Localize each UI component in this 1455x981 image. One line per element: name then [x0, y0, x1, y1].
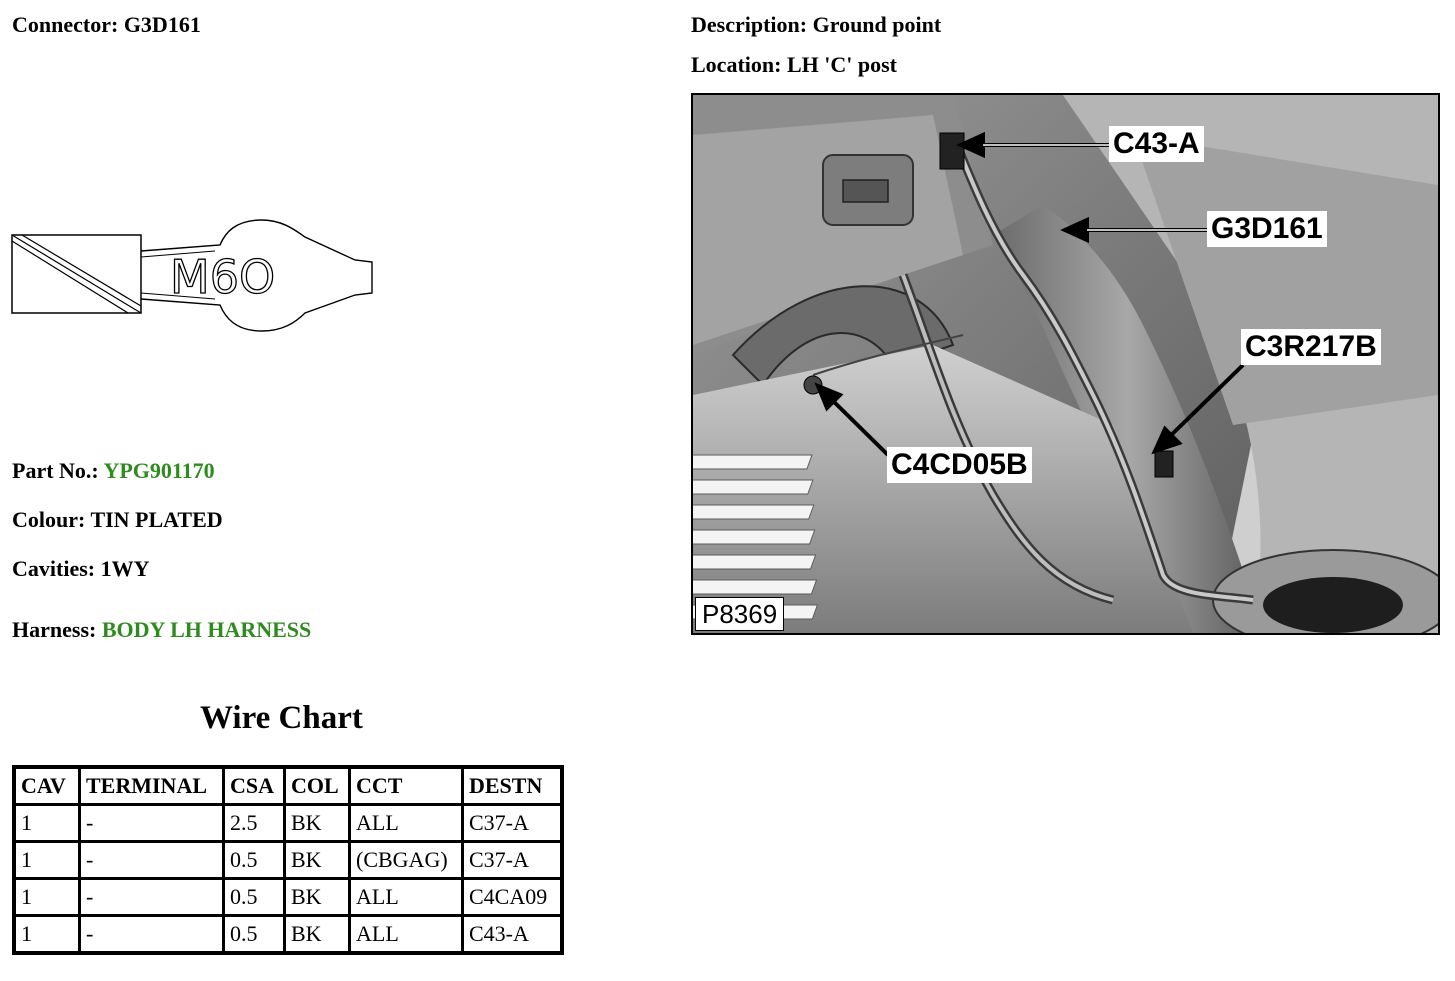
location-photo: [691, 93, 1440, 635]
header-cav: CAV: [14, 767, 80, 805]
header-col: COL: [285, 767, 350, 805]
part-no-field: [12, 458, 215, 484]
cell-csa: 0.5: [224, 842, 285, 879]
callout-c43-a: C43-A: [1109, 126, 1204, 162]
callout-c3r217b: C3R217B: [1241, 329, 1381, 365]
cell-col: BK: [285, 842, 350, 879]
cell-cav: 1: [14, 879, 80, 916]
cell-cav: 1: [14, 805, 80, 842]
connector-value: G3D161: [123, 12, 201, 37]
description-label: Description:: [691, 12, 808, 37]
wire-chart-table: [12, 765, 564, 955]
cell-terminal: -: [80, 842, 224, 879]
wire-chart-title: Wire Chart: [200, 700, 363, 736]
cell-terminal: -: [80, 916, 224, 954]
cell-col: BK: [285, 805, 350, 842]
table-row: [14, 879, 562, 916]
colour-label: Colour:: [12, 507, 86, 532]
header-csa: CSA: [224, 767, 285, 805]
cavities-value: 1WY: [100, 556, 150, 581]
cell-col: BK: [285, 916, 350, 954]
cell-csa: 0.5: [224, 916, 285, 954]
cell-destn: C4CA09: [463, 879, 563, 916]
table-row: [14, 842, 562, 879]
connector-field: [12, 12, 201, 38]
callout-c4cd05b: C4CD05B: [887, 447, 1032, 483]
header-terminal: TERMINAL: [80, 767, 224, 805]
cell-destn: C43-A: [463, 916, 563, 954]
ring-terminal-drawing: [10, 215, 380, 335]
cell-col: BK: [285, 879, 350, 916]
cavities-label: Cavities:: [12, 556, 96, 581]
cell-cav: 1: [14, 916, 80, 954]
cell-cct: ALL: [350, 805, 463, 842]
cell-cct: (CBGAG): [350, 842, 463, 879]
table-header-row: [14, 767, 562, 805]
header-cct: CCT: [350, 767, 463, 805]
photo-id-label: P8369: [695, 597, 784, 631]
callout-g3d161: G3D161: [1207, 211, 1327, 247]
cell-cct: ALL: [350, 879, 463, 916]
description-field: [691, 12, 941, 38]
cell-cct: ALL: [350, 916, 463, 954]
cell-terminal: -: [80, 805, 224, 842]
table-row: [14, 805, 562, 842]
colour-field: [12, 507, 223, 533]
terminal-size-text: M6O: [170, 250, 276, 304]
colour-value: TIN PLATED: [90, 507, 223, 532]
harness-label: Harness:: [12, 617, 97, 642]
cell-cav: 1: [14, 842, 80, 879]
cell-csa: 2.5: [224, 805, 285, 842]
connector-label: Connector:: [12, 12, 119, 37]
cell-csa: 0.5: [224, 879, 285, 916]
table-row: [14, 916, 562, 954]
header-destn: DESTN: [463, 767, 563, 805]
part-no-link[interactable]: YPG901170: [103, 458, 215, 483]
cavities-field: [12, 556, 149, 582]
cell-destn: C37-A: [463, 805, 563, 842]
location-value: LH 'C' post: [786, 52, 897, 77]
cell-terminal: -: [80, 879, 224, 916]
cell-destn: C37-A: [463, 842, 563, 879]
harness-link[interactable]: BODY LH HARNESS: [101, 617, 312, 642]
location-field: [691, 52, 897, 78]
part-no-label: Part No.:: [12, 458, 99, 483]
harness-field: [12, 617, 311, 643]
description-value: Ground point: [812, 12, 942, 37]
location-label: Location:: [691, 52, 782, 77]
